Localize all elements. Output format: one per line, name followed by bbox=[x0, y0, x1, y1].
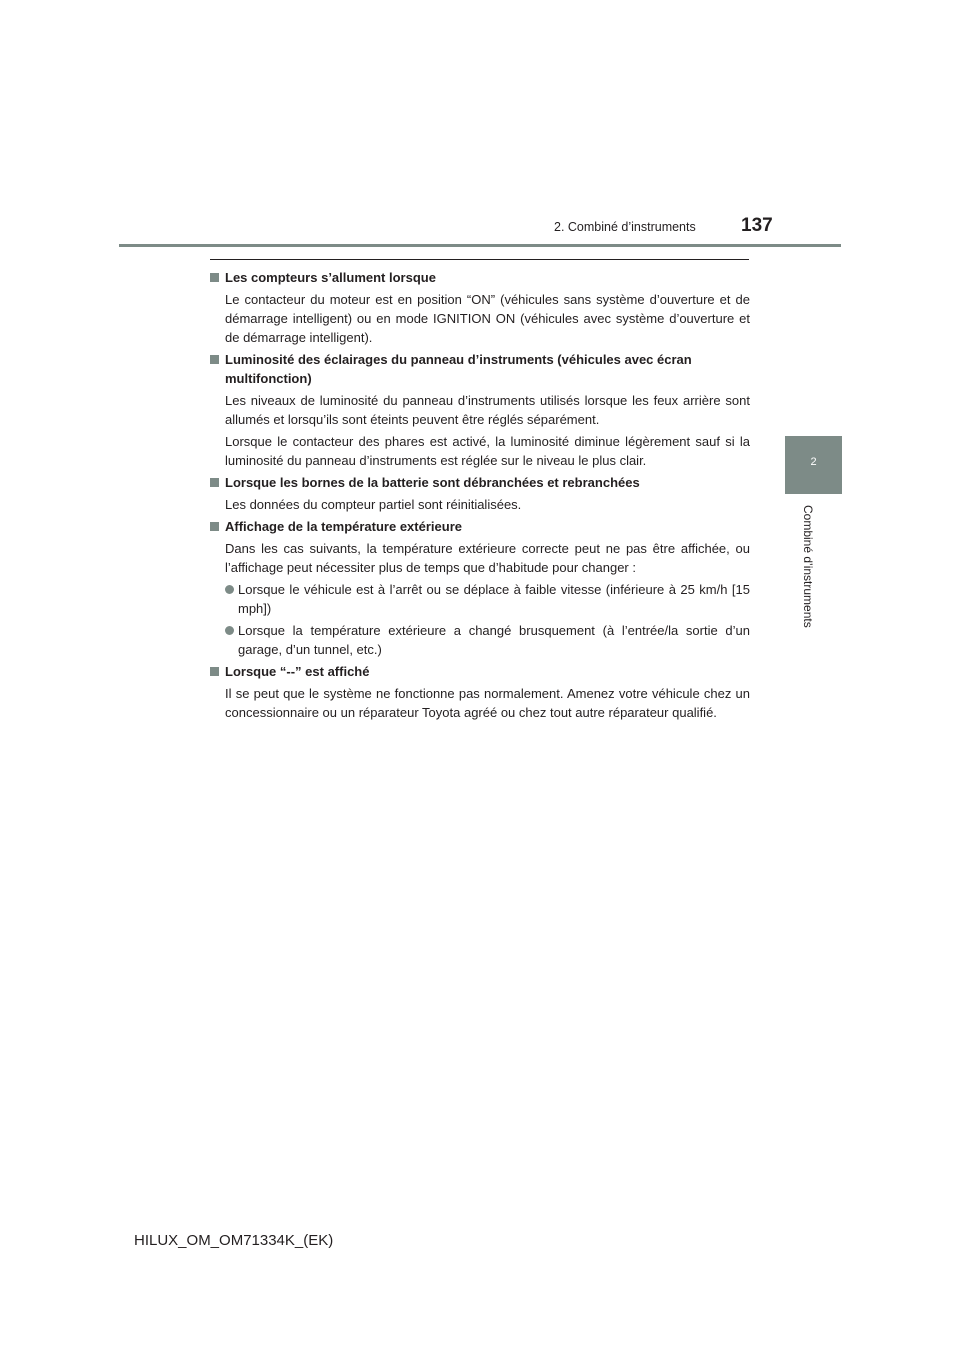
square-bullet-icon bbox=[210, 273, 219, 282]
paragraph: Lorsque le contacteur des phares est activé, la luminosité diminue légèrement sauf si la luminosité du panneau d’instruments est réglée sur le niveau le plus clair. bbox=[225, 434, 750, 468]
paragraph: Le contacteur du moteur est en position “ON” (véhicules sans système d’ouverture et de démarrage intelligent) ou en mode IGNITION ON (véhicules avec système d’ouverture et de démarrage intelligent). bbox=[225, 292, 750, 345]
square-bullet-icon bbox=[210, 667, 219, 676]
chapter-label: Combiné d’instruments bbox=[801, 505, 815, 628]
section-heading: Lorsque les bornes de la batterie sont débranchées et rebranchées bbox=[210, 473, 750, 492]
bullet-item: Lorsque le véhicule est à l’arrêt ou se déplace à faible vitesse (inférieure à 25 km/h [15 mph]) bbox=[225, 580, 750, 618]
chapter-number: 2 bbox=[810, 456, 817, 468]
section-title: 2. Combiné d’instruments bbox=[554, 220, 696, 234]
content-rule bbox=[210, 259, 749, 260]
section-heading: Luminosité des éclairages du panneau d’instruments (véhicules avec écran multifonction) bbox=[210, 350, 750, 388]
paragraph: Les niveaux de luminosité du panneau d’instruments utilisés lorsque les feux arrière sont allumés et lorsqu’ils sont éteints peuvent être réglés séparément. bbox=[225, 393, 750, 427]
section-heading: Lorsque “--” est affiché bbox=[210, 662, 750, 681]
header-rule bbox=[119, 244, 841, 247]
paragraph: Les données du compteur partiel sont réinitialisées. bbox=[225, 497, 522, 512]
round-bullet-icon bbox=[225, 585, 234, 594]
square-bullet-icon bbox=[210, 522, 219, 531]
document-id: HILUX_OM_OM71334K_(EK) bbox=[134, 1232, 334, 1249]
square-bullet-icon bbox=[210, 355, 219, 364]
paragraph: Dans les cas suivants, la température extérieure correcte peut ne pas être affichée, ou l’affichage peut nécessiter plus de temps que d’habitude pour changer : bbox=[225, 541, 750, 575]
square-bullet-icon bbox=[210, 478, 219, 487]
section-heading: Affichage de la température extérieure bbox=[210, 517, 750, 536]
section-heading: Les compteurs s’allument lorsque bbox=[210, 268, 750, 287]
chapter-tab bbox=[785, 436, 842, 494]
round-bullet-icon bbox=[225, 626, 234, 635]
paragraph: Il se peut que le système ne fonctionne pas normalement. Amenez votre véhicule chez un concessionnaire ou un réparateur Toyota agréé ou chez tout autre réparateur qualifié. bbox=[225, 686, 750, 720]
page-number: 137 bbox=[741, 215, 773, 236]
bullet-item: Lorsque la température extérieure a changé brusquement (à l’entrée/la sortie d’un garage, d’un tunnel, etc.) bbox=[225, 621, 750, 659]
content bbox=[210, 268, 750, 725]
